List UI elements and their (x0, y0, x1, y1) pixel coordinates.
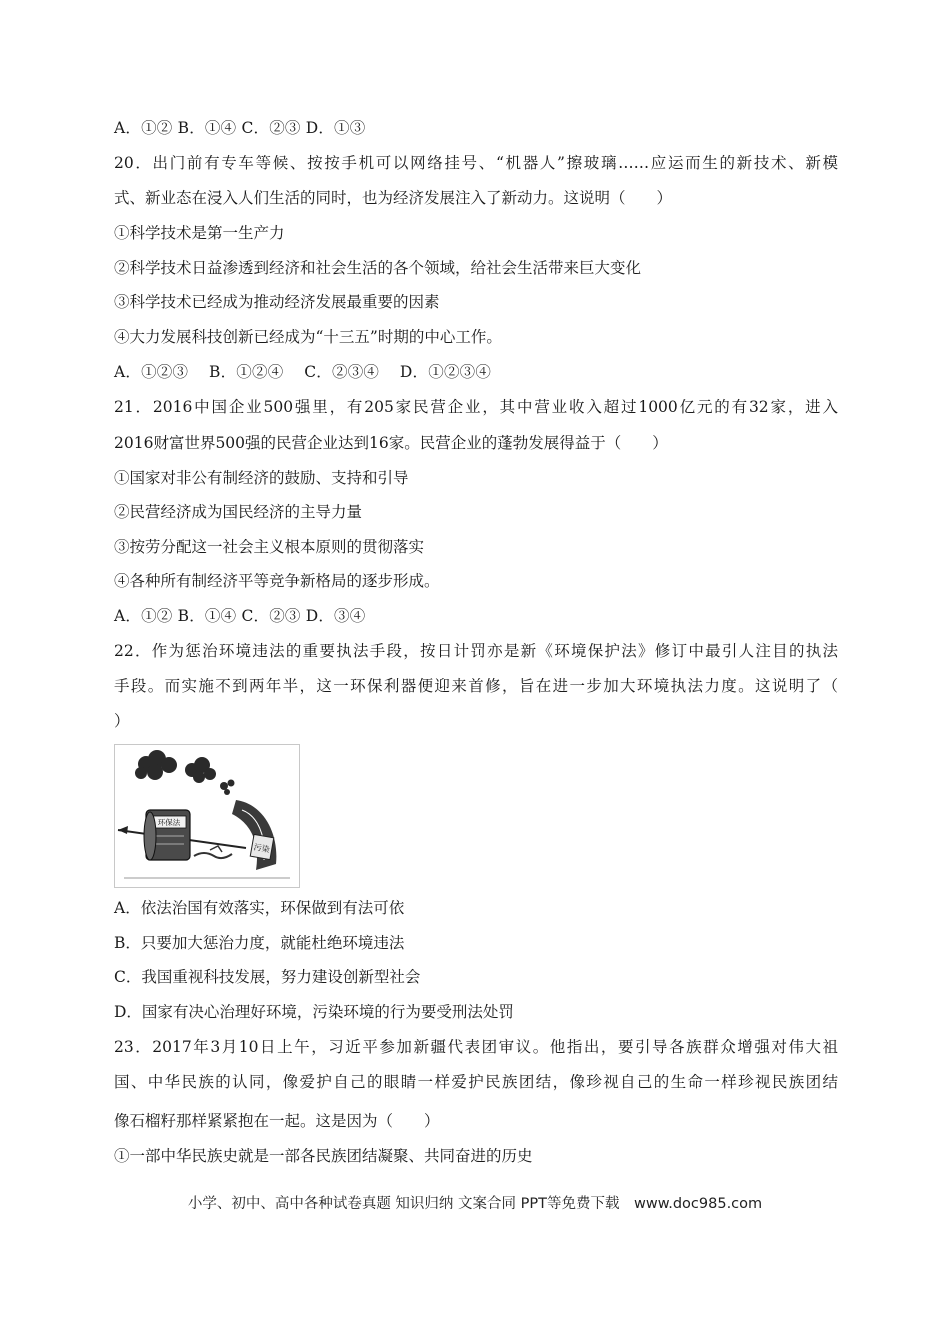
q20-statement-2: ②科学技术日益渗透到经济和社会生活的各个领域，给社会生活带来巨大变化 (114, 259, 642, 277)
q23-stem-line1: 23．2017年3月10日上午，习近平参加新疆代表团审议。他指出，要引导各族群众增强对伟大祖 (114, 1038, 838, 1056)
q22-option-d: D．国家有决心治理好环境，污染环境的行为要受刑法处罚 (114, 1003, 514, 1021)
q21-stem-line2: 2016财富世界500强的民营企业达到16家。民营企业的蓬勃发展得益于（ ） (114, 434, 668, 452)
q20-statement-4: ④大力发展科技创新已经成为“十三五”时期的中心工作。 (114, 328, 502, 346)
q22-option-b: B．只要加大惩治力度，就能杜绝环境违法 (114, 934, 405, 952)
cartoon-monster-label: 污染 (253, 842, 271, 855)
q21-stem-line1: 21．2016中国企业500强里，有205家民营企业，其中营业收入超过1000亿元的有32家，进入 (114, 398, 838, 416)
q21-statement-4: ④各种所有制经济平等竞争新格局的逐步形成。 (114, 572, 440, 590)
page-footer: 小学、初中、高中各种试卷真题 知识归纳 文案合同 PPT等免费下载 www.doc985.com (187, 1196, 763, 1212)
q22-stem-line3: ） (114, 712, 130, 730)
q22-option-a: A．依法治国有效落实，环保做到有法可依 (114, 899, 405, 917)
q21-statement-2: ②民营经济成为国民经济的主导力量 (114, 503, 363, 521)
q21-options: A．①② B．①④ C．②③ D．③④ (114, 607, 366, 625)
q21-statement-1: ①国家对非公有制经济的鼓励、支持和引导 (114, 469, 409, 487)
q20-options: A．①②③ B．①②④ C．②③④ D．①②③④ (114, 363, 492, 381)
q23-stem-line3: 像石榴籽那样紧紧抱在一起。这是因为（ ） (114, 1112, 440, 1130)
q20-statement-1: ①科学技术是第一生产力 (114, 224, 285, 242)
q21-statement-3: ③按劳分配这一社会主义根本原则的贯彻落实 (114, 538, 425, 556)
environment-law-cartoon (114, 744, 300, 888)
q22-stem-line2: 手段。而实施不到两年半，这一环保利器便迎来首修，旨在进一步加大环境执法力度。这说明了（ (114, 677, 838, 695)
q23-stem-line2: 国、中华民族的认同，像爱护自己的眼睛一样爱护民族团结，像珍视自己的生命一样珍视民族团结 (114, 1073, 838, 1091)
q22-stem-line1: 22．作为惩治环境违法的重要执法手段，按日计罚亦是新《环境保护法》修订中最引人注目的执法 (114, 642, 838, 660)
q20-stem-line2: 式、新业态在浸入人们生活的同时，也为经济发展注入了新动力。这说明（ ） (114, 189, 673, 207)
q20-statement-3: ③科学技术已经成为推动经济发展最重要的因素 (114, 293, 440, 311)
q23-statement-1: ①一部中华民族史就是一部各民族团结凝聚、共同奋进的历史 (114, 1147, 533, 1165)
q19-options: A．①② B．①④ C．②③ D．①③ (114, 119, 366, 137)
q20-stem-line1: 20．出门前有专车等候、按按手机可以网络挂号、“机器人”擦玻璃……应运而生的新技术、新模 (114, 154, 838, 172)
q22-option-c: C．我国重视科技发展，努力建设创新型社会 (114, 968, 421, 986)
cartoon-book-label: 环保法 (157, 818, 181, 827)
